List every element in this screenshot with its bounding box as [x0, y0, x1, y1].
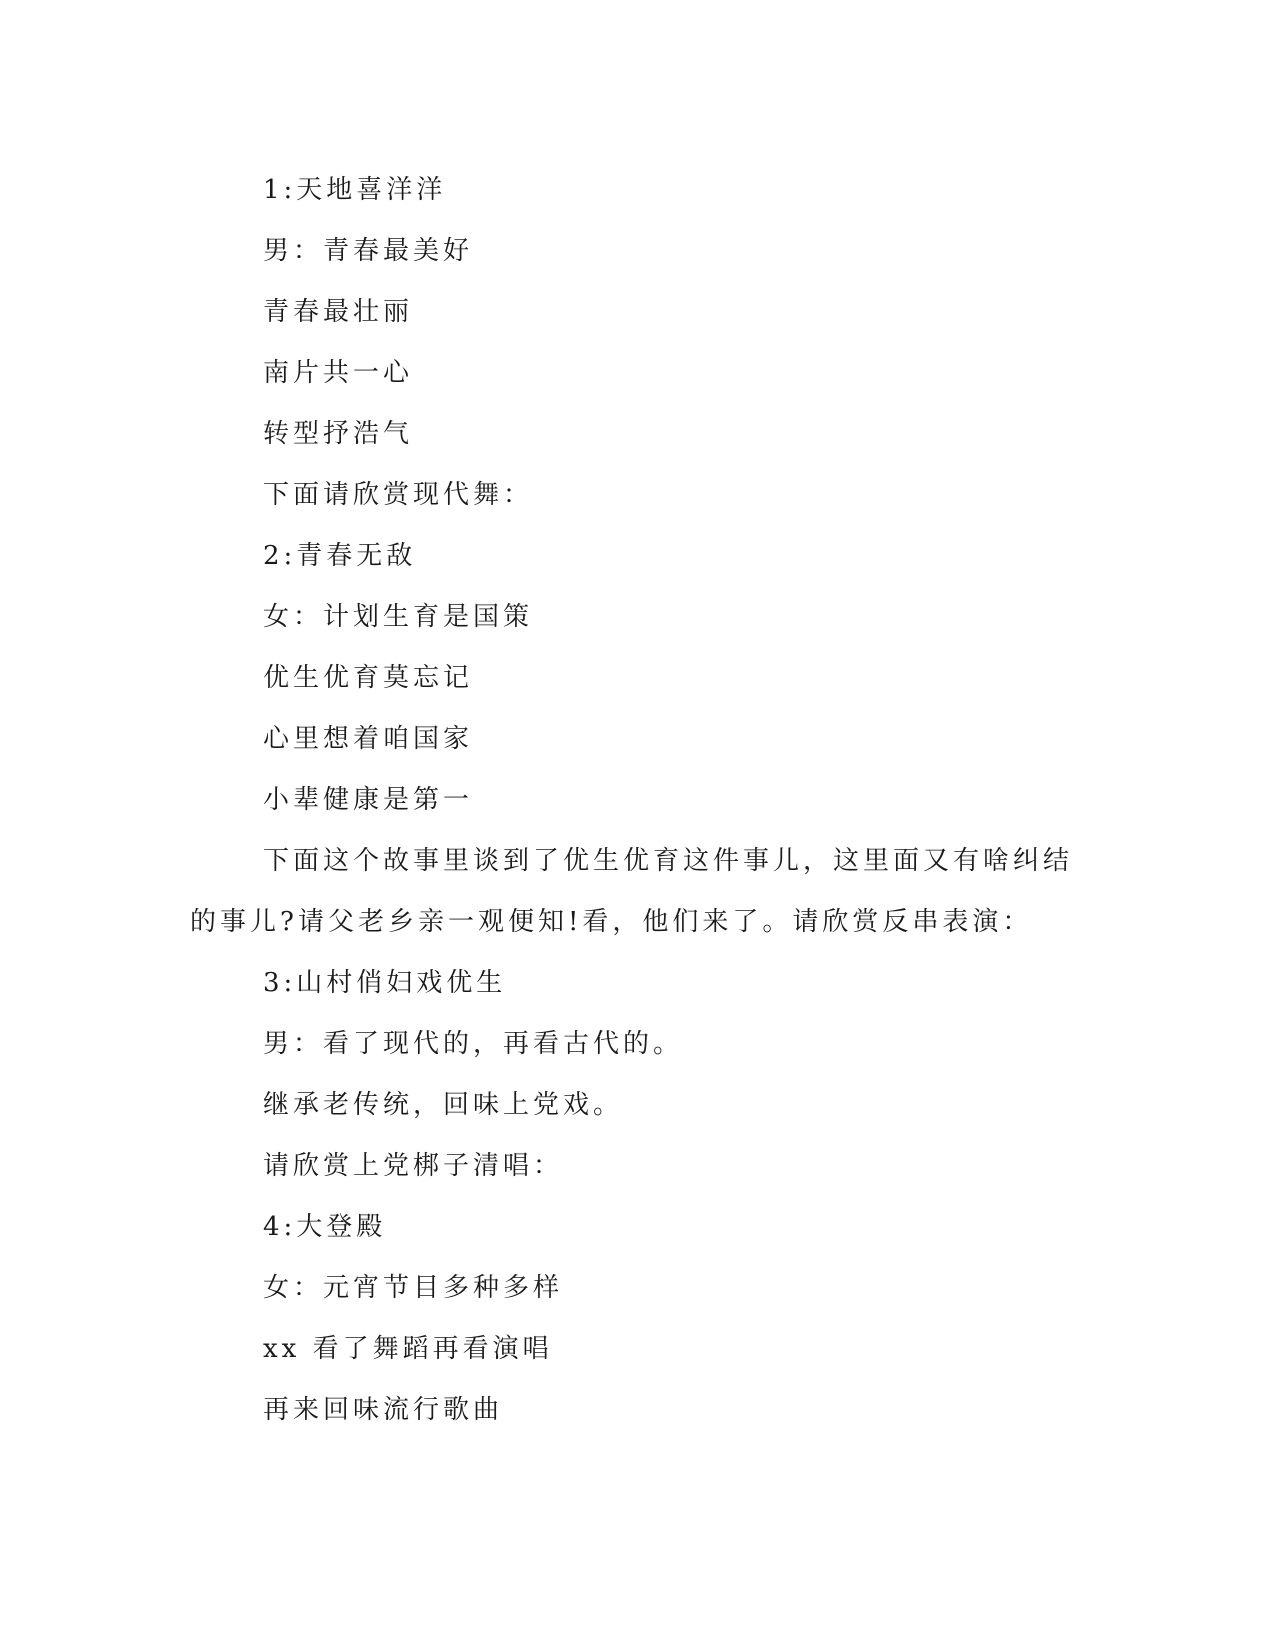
text-line: 转型抒浩气 [263, 419, 414, 449]
text-line: 4:大登殿 [263, 1212, 387, 1242]
text-line: 男：青春最美好 [263, 236, 474, 266]
text-line: 青春最壮丽 [263, 297, 414, 327]
text-line: 请欣赏上党梆子清唱： [263, 1151, 564, 1181]
text-line: 2:青春无敌 [263, 541, 417, 571]
document-body [190, 160, 1080, 1441]
text-paragraph: 下面这个故事里谈到了优生优育这件事儿，这里面又有啥纠结的事儿?请父老乡亲一观便知!看，他们来了。请欣赏反串表演： [190, 846, 1074, 937]
text-line: 继承老传统，回味上党戏。 [263, 1090, 624, 1120]
text-line: 南片共一心 [263, 358, 414, 388]
text-line: 下面请欣赏现代舞： [263, 480, 534, 510]
text-line: 3:山村俏妇戏优生 [263, 968, 507, 998]
text-line: 心里想着咱国家 [263, 724, 474, 754]
text-line: 女：元宵节目多种多样 [263, 1273, 564, 1303]
text-line: 1:天地喜洋洋 [263, 175, 447, 205]
text-line: 小辈健康是第一 [263, 785, 474, 815]
text-line: xx 看了舞蹈再看演唱 [263, 1334, 553, 1364]
text-line: 优生优育莫忘记 [263, 663, 474, 693]
text-line: 女：计划生育是国策 [263, 602, 534, 632]
text-line: 男：看了现代的，再看古代的。 [263, 1029, 684, 1059]
text-line: 再来回味流行歌曲 [263, 1395, 504, 1425]
